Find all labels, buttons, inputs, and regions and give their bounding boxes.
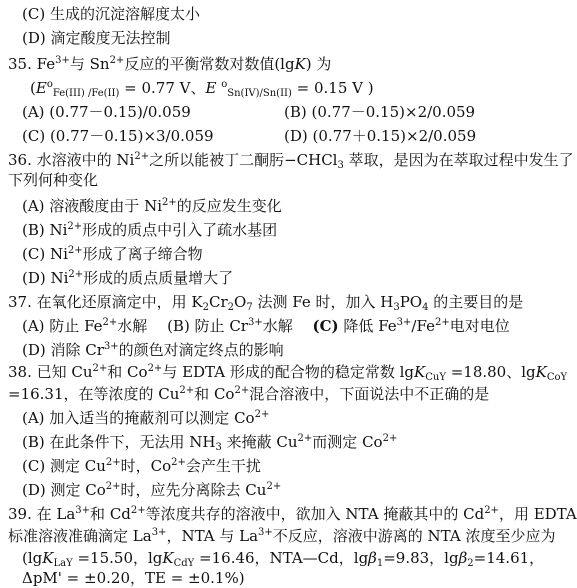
q39-stem: 39. 在 $La^{3+}$和 $Cd^{2+}$等浓度共存的溶液中，欲加入 NTA 掩蔽其中的 $Cd^{2+}$，用 EDTA — [8, 505, 577, 523]
q36-stem: 36. 水溶液中的 $Ni^{2+}$之所以能被丁二酮肟−CHCl$_3$ 萃取，是因为在萃取过程中发生了 — [8, 151, 574, 171]
q35-potentials: ($E^o_{Fe(III) /Fe(II)} = 0.77$ V、E $^o_{Sn(IV)/Sn(II)}$ = 0.15 V ) — [30, 79, 374, 99]
q37-options-abc: (A) 防止 $Fe^{2+}$水解 (B) 防止 $Cr^{3+}$水解 (C) 降低 $Fe^{3+}/Fe^{2+}$电对电位 — [22, 317, 510, 335]
q36-option-c: (C) $Ni^{2+}$形成了离子缔合物 — [22, 245, 203, 263]
q35-options-cd: (C) (0.77－0.15)×3/0.059 (D) (0.77＋0.15)×2/0.059 — [22, 127, 477, 145]
q36-option-d: (D) $Ni^{2+}$形成的质点质量增大了 — [22, 269, 234, 287]
q34-option-d: (D) 滴定酸度无法控制 — [22, 29, 171, 47]
q37-stem: 37. 在氧化还原滴定中，用 $K_2Cr_2O_7$ 法测 Fe 时，加入 $H_3PO_4$ 的主要目的是 — [8, 293, 524, 313]
q36-option-b: (B) $Ni^{2+}$形成的质点中引入了疏水基团 — [22, 221, 278, 239]
q39-constants: (lgK$_{LaY}$ =15.50，lgK$_{CdY}$ =16.46，NTA—Cd，lgβ$_1$=9.83，lgβ$_2$=14.61， — [22, 549, 545, 569]
q35-options-ab: (A) (0.77－0.15)/0.059 (B) (0.77－0.15)×2/0.059 — [22, 103, 476, 121]
q39-stem-cont: 标准溶液准确滴定 $La^{3+}$，NTA 与 $La^{3+}$不反应，溶液中游离的 NTA 浓度至少应为 — [8, 527, 556, 545]
q39-conditions: ΔpM' = ±0.20，TE = ±0.1%) — [22, 569, 245, 587]
q34-option-c: (C) 生成的沉淀溶解度太小 — [22, 5, 200, 23]
q38-option-c: (C) 测定 $Cu^{2+}$时，$Co^{2+}$会产生干扰 — [22, 457, 261, 475]
q36-option-a: (A) 溶液酸度由于 $Ni^{2+}$的反应发生变化 — [22, 197, 282, 215]
q38-stem-cont: =16.31，在等浓度的 $Cu^{2+}$和 $Co^{2+}$混合溶液中，下面说法中不正确的是 — [8, 385, 490, 403]
q38-option-b: (B) 在此条件下，无法用 $NH_3$ 来掩蔽 $Cu^{2+}$而测定 $Co^{2+}$ — [22, 433, 398, 453]
q36-stem-cont: 下列何种变化 — [8, 171, 99, 189]
q38-stem: 38. 已知 $Cu^{2+}$和 $Co^{2+}$与 EDTA 形成的配合物的稳定常数 lgK$_{CuY}$ =18.80、lgK$_{CoY}$ — [8, 363, 568, 383]
q38-option-d: (D) 测定 $Co^{2+}$时，应先分离除去 $Cu^{2+}$ — [22, 481, 282, 499]
q38-option-a: (A) 加入适当的掩蔽剂可以测定 $Co^{2+}$ — [22, 409, 270, 427]
q37-option-d: (D) 消除 $Cr^{3+}$的颜色对滴定终点的影响 — [22, 341, 284, 359]
q35-stem: 35. $Fe^{3+}$与 $Sn^{2+}$反应的平衡常数对数值(lgK) 为 — [8, 55, 332, 73]
